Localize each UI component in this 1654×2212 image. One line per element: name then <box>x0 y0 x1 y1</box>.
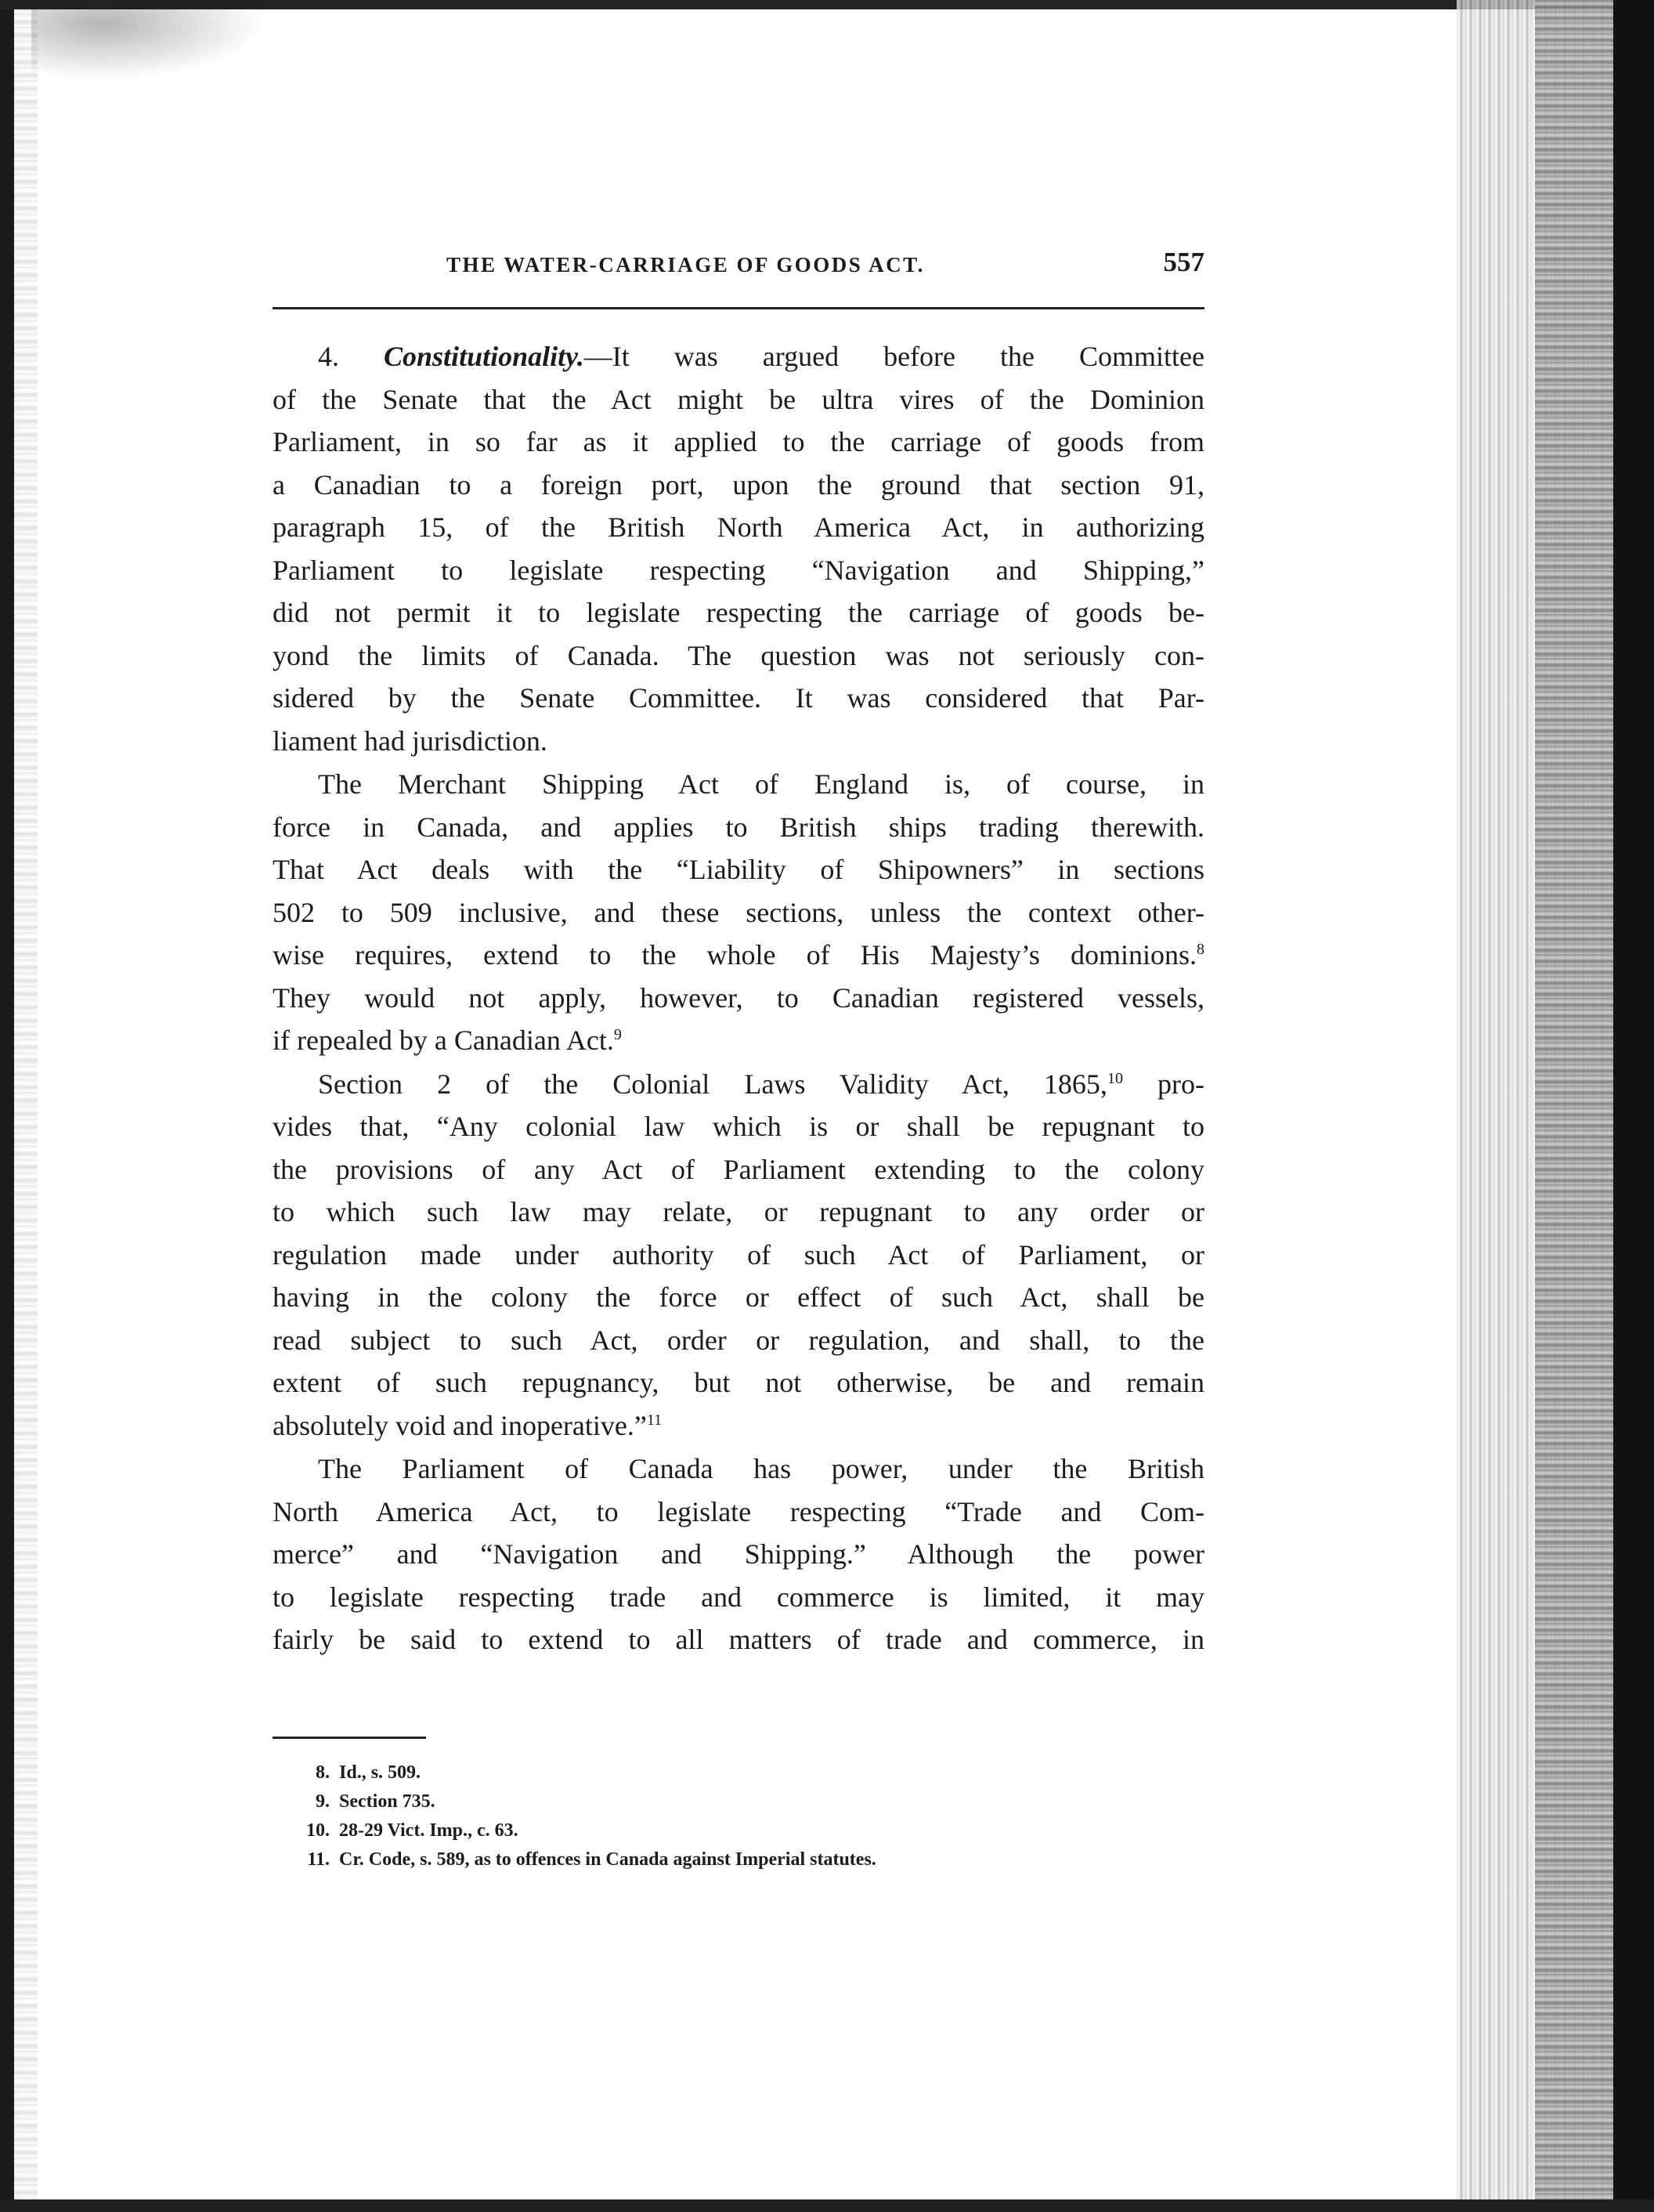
scan-left-edge <box>0 0 14 2212</box>
text-line: force in Canada, and applies to British ships trading therewith. <box>273 811 1204 843</box>
text-line: That Act deals with the “Liability of Shipowners” in sections <box>273 854 1204 885</box>
text-line: to legislate respecting trade and commerce is limited, it may <box>273 1581 1204 1613</box>
footnote <box>302 1816 876 1845</box>
running-head: THE WATER-CARRIAGE OF GOODS ACT. <box>446 253 925 276</box>
footnote-text: 28-29 Vict. Imp., c. 63. <box>339 1820 518 1841</box>
footnote-number: 10. <box>306 1820 330 1841</box>
text-line: Parliament, in so far as it applied to the carriage of goods from <box>273 426 1204 457</box>
footnote-text: Id., s. 509. <box>339 1762 421 1783</box>
text-line: extent of such repugnancy, but not otherwise, be and remain <box>273 1367 1204 1398</box>
text-line: did not permit it to legislate respecting the carriage of goods be- <box>273 597 1204 628</box>
footnote-reference: 8 <box>1197 941 1204 958</box>
text-line: having in the colony the force or effect of such Act, shall be <box>273 1281 1204 1313</box>
footnote <box>302 1758 876 1787</box>
text-line: North America Act, to legislate respecting “Trade and Com- <box>273 1495 1204 1527</box>
footnote-number: 8. <box>316 1762 330 1783</box>
text-line: wise requires, extend to the whole of His Majesty’s dominions.$^8$ <box>273 939 1204 970</box>
footnote-reference: 9 <box>613 1026 622 1043</box>
text-line: They would not apply, however, to Canadian registered vessels, <box>273 981 1204 1014</box>
header-rule <box>273 307 1204 309</box>
text-line: merce” and “Navigation and Shipping.” Although the power <box>273 1538 1204 1570</box>
paragraph <box>273 335 1204 762</box>
text-line: of the Senate that the Act might be ultra vires of the Dominion <box>273 383 1204 415</box>
scan-right-edge <box>1613 0 1654 2212</box>
footnotes <box>302 1758 876 1874</box>
text-line: The Parliament of Canada has power, under the British <box>318 1453 1204 1484</box>
footnote <box>302 1787 876 1816</box>
scan-top-smudge <box>31 9 266 80</box>
text-line: read subject to such Act, order or regulation, and shall, to the <box>273 1324 1204 1356</box>
scan-left-grain <box>14 0 38 2212</box>
footnote-number: 11. <box>307 1849 330 1870</box>
text-line: regulation made under authority of such Act of Parliament, or <box>273 1238 1204 1270</box>
text-line: vides that, “Any colonial law which is or shall be repugnant to <box>273 1111 1204 1142</box>
text-line: The Merchant Shipping Act of England is, of course, in <box>318 768 1204 800</box>
text-line: 502 to 509 inclusive, and these sections, unless the context other- <box>273 896 1204 928</box>
text-line: to which such law may relate, or repugnant to any order or <box>273 1196 1204 1227</box>
text-line: yond the limits of Canada. The question was not seriously con- <box>273 639 1204 671</box>
paragraph <box>273 1448 1204 1661</box>
page-number: 557 <box>1163 247 1204 277</box>
book-gutter-shadow <box>1535 0 1613 2212</box>
footnote-reference: 11 <box>646 1411 663 1429</box>
text-line: Parliament to legislate respecting “Navigation and Shipping,” <box>273 554 1204 586</box>
footnote <box>302 1845 876 1874</box>
section-heading: Constitutionality. <box>384 341 584 372</box>
footnote-text: Section 735. <box>339 1791 435 1812</box>
footnote-text: Cr. Code, s. 589, as to offences in Canada against Imperial statutes. <box>339 1849 876 1870</box>
text-line: a Canadian to a foreign port, upon the ground that section 91, <box>273 468 1204 501</box>
text-line: if repealed by a Canadian Act.$^9$ <box>273 1025 622 1056</box>
text-line: fairly be said to extend to all matters of trade and commerce, in <box>273 1624 1204 1655</box>
text-line: Section 2 of the Colonial Laws Validity Act, 1865,10 pro- <box>318 1068 1204 1100</box>
text-line: absolutely void and inoperative.”$^{11}$ <box>273 1409 663 1441</box>
text-line: paragraph 15, of the British North America Act, in authorizing <box>273 511 1204 543</box>
footnote-rule <box>273 1737 426 1739</box>
scan-bottom-edge <box>0 2199 1654 2212</box>
paragraph <box>273 1063 1204 1448</box>
text-line: sidered by the Senate Committee. It was considered that Par- <box>273 682 1204 714</box>
paragraph <box>273 763 1204 1062</box>
text-line: the provisions of any Act of Parliament extending to the colony <box>273 1153 1204 1185</box>
body-text <box>273 335 1204 1662</box>
text-line: liament had jurisdiction. <box>273 725 547 757</box>
scan-top-edge <box>0 0 1654 9</box>
text-line: 4. Constitutionality.—It was argued before the Committee <box>318 341 1204 372</box>
page-header <box>273 247 1204 294</box>
footnote-reference: 10 <box>1107 1069 1123 1087</box>
footnote-number: 9. <box>316 1791 330 1812</box>
